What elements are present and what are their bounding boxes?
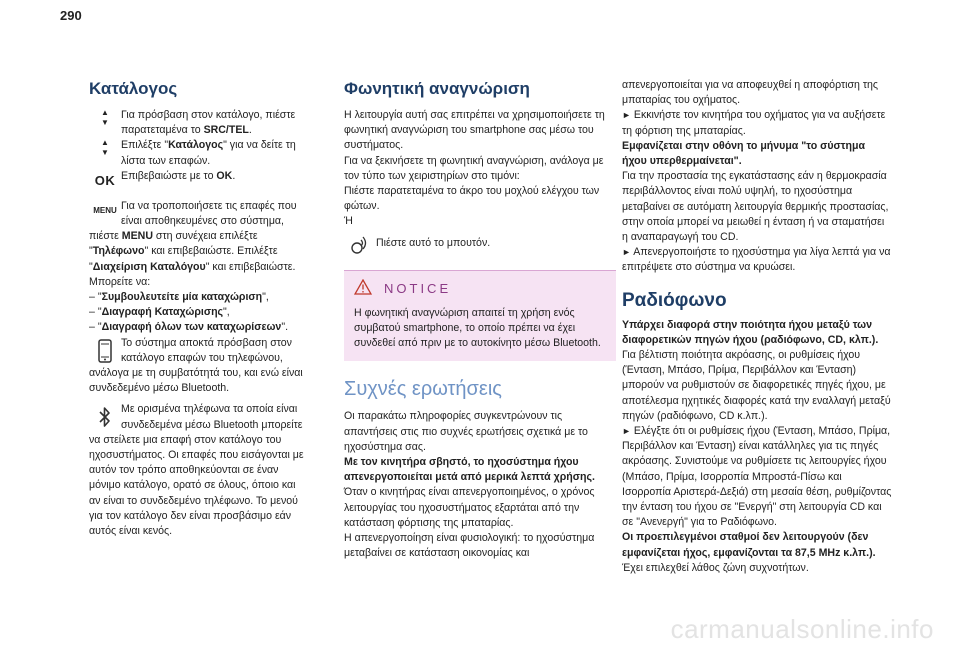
faq-answer: Όταν ο κινητήρας είναι απενεργοποιημένος, ο χρόνος λειτουργίας του ηχοσυστήματος εξαρτάται από την κατάσταση φόρτισης της μπαταρίας.: [344, 486, 595, 529]
faq-answer: Έχει επιλεχθεί λάθος ζώνη συχνοτήτων.: [622, 561, 809, 574]
ok-button-icon: OK: [94, 173, 116, 189]
arrow-right-icon: ►: [622, 110, 631, 121]
faq-bullet: ► Εκκινήστε τον κινητήρα του οχήματος για να αυξήσετε τη φόρτιση της μπαταρίας.: [622, 109, 886, 137]
can-do-text: Μπορείτε να:: [89, 275, 151, 288]
faq-question: Υπάρχει διαφορά στην ποιότητα ήχου μεταξύ των διαφορετικών πηγών ήχου (ραδιόφωνο, CD, κλπ.).: [622, 318, 879, 346]
list-item: – "Συμβουλευτείτε μία καταχώριση",: [89, 291, 269, 304]
voice-heading: Φωνητική αναγνώριση: [344, 79, 530, 98]
faq-answer: απενεργοποιείται για να αποφευχθεί η αποφόρτιση της μπαταρίας του οχήματος.: [622, 79, 879, 107]
faq-question: Οι προεπιλεγμένοι σταθμοί δεν λειτουργούν (δεν εμφανίζεται ήχος, εμφανίζονται τα 87,5 MHz κ.λπ.).: [622, 531, 876, 559]
warning-icon: [354, 279, 372, 298]
voice-column: [344, 78, 616, 561]
list-item: – "Διαγραφή όλων των καταχωρίσεων".: [89, 321, 289, 334]
catalog-heading: Κατάλογος: [89, 79, 178, 98]
voice-button-row: Πιέστε αυτό το μπουτόν.: [344, 232, 616, 258]
faq-heading: Συχνές ερωτήσεις: [344, 378, 502, 401]
up-down-arrows-icon: ▲ ▼: [101, 138, 109, 158]
voice-start-text: Για να ξεκινήσετε τη φωνητική αναγνώριση, ανάλογα με τον τύπο των χειριστηρίων στο τιμόνι:: [344, 154, 604, 182]
notice-text: Η φωνητική αναγνώριση απαιτεί τη χρήση ενός συμβατού smartphone, το οποίο πρέπει να έχει συνδεθεί από πριν με το αυτοκίνητο μέσω Bluetooth.: [354, 306, 601, 350]
faq-intro: Οι παρακάτω πληροφορίες συγκεντρώνουν τις απαντήσεις στις πιο συχνές ερωτήσεις σχετικά με το ηχοσύστημα σας.: [344, 410, 588, 453]
radio-heading: Ραδιόφωνο: [622, 289, 727, 311]
arrow-right-icon: ►: [622, 247, 631, 258]
notice-title: NOTICE: [384, 280, 452, 296]
bluetooth-paragraph: Με ορισμένα τηλέφωνα τα οποία είναι συνδεδεμένα μέσω Bluetooth μπορείτε να στείλετε μια επαφή στον κατάλογο του ηχοσυστήματος. Οι επαφές που εισάγονται με αυτόν τον τρόπο αποθηκεύονται σε έναν μόνιμο κατάλογο, ορατό σε όλους, όποιο και αν είναι το συνδεδεμένο τηλέφωνο. Το μενού για τον κατάλογο δεν είναι προσβάσιμο εάν αυτός είναι κενός.: [89, 403, 304, 538]
phone-sync-paragraph: Το σύστημα αποκτά πρόσβαση στον κατάλογο επαφών του τηλεφώνου, ανάλογα με τη συμβατότητά του, και ενώ είναι συνδεδεμένο μέσω Bluetooth.: [89, 336, 303, 395]
voice-lever-text: Πιέστε παρατεταμένα το άκρο του μοχλού ελέγχου των φώτων.: [344, 185, 600, 213]
catalog-edit-paragraph: MENU Για να τροποποιήσετε τις επαφές που είναι αποθηκευμένες στο σύστημα, πιέστε MENU στη συνέχεια επιλέξτε "Τηλέφωνο" και επιβεβαιώστε. Επιλέξτε "Διαχείριση Καταλόγου" και επιβεβαιώστε.: [89, 199, 297, 273]
page-number: 290: [60, 8, 82, 23]
watermark: carmanualsonline.info: [670, 614, 934, 644]
faq-question: Με τον κινητήρα σβηστό, το ηχοσύστημα ήχου απενεργοποιείται μετά από μερικά λεπτά χρήσης.: [344, 456, 595, 484]
list-item: – "Διαγραφή Καταχώρισης",: [89, 306, 230, 319]
faq-question: Εμφανίζεται στην οθόνη το μήνυμα "το σύστημα ήχου υπερθερμαίνεται".: [622, 139, 865, 168]
faq-column: [622, 78, 892, 576]
arrow-right-icon: ►: [622, 426, 631, 437]
option-list: [89, 290, 307, 336]
catalog-step-confirm: OK Επιβεβαιώστε με το OK.: [89, 169, 307, 193]
catalog-step-select: ▲ ▼ Επιλέξτε "Κατάλογος" για να δείτε τη λίστα των επαφών.: [89, 138, 307, 168]
catalog-step-access: ▲ ▼ Για πρόσβαση στον κατάλογο, πιέστε παρατεταμένα το SRC/TEL.: [89, 108, 307, 138]
faq-answer: Για βέλτιστη ποιότητα ακρόασης, οι ρυθμίσεις ήχου (Ένταση, Μπάσο, Πρίμα, Περιβάλλον και Ένταση) μπορούν να ρυθμιστούν σε διαφορετικές πηγές ήχου, με αποτέλεσμα ηχητικές διαφορές κατά την εναλλαγή μεταξύ πηγών (ραδιόφωνο, CD κ.λπ.).: [622, 349, 891, 422]
bluetooth-icon: [89, 402, 121, 432]
faq-answer: Η απενεργοποίηση είναι φυσιολογική: το ηχοσύστημα μεταβαίνει σε κατάσταση οικονομίας και: [344, 532, 595, 560]
faq-bullet: ► Ελέγξτε ότι οι ρυθμίσεις ήχου (Ένταση, Μπάσο, Πρίμα, Περιβάλλον και Ένταση) είναι κατάλληλες για τις πηγές ακρόασης. Συνιστούμε να ρυθμίσετε τις λειτουργίες ήχου (Μπάσο, Πρίμα, Ισορροπία Μπροστά-Πίσω και Ισορροπία Αριστερά-Δεξιά) στη μεσαία θέση, ρυθμίζοντας την ένταση του ήχου σε "Ενεργή" στη λειτουργία CD και σε "Ανενεργή" για το Ραδιόφωνο.: [622, 425, 892, 529]
catalog-column: [89, 78, 307, 539]
or-text: Ή: [344, 215, 353, 228]
voice-intro: Η λειτουργία αυτή σας επιτρέπει να χρησιμοποιήσετε τη φωνητική αναγνώριση του smartphone σας μέσω του συστήματος.: [344, 109, 605, 152]
faq-answer: Για την προστασία της εγκατάστασης εάν η θερμοκρασία περιβάλλοντος είναι πολύ υψηλή, το ηχοσύστημα μεταβαίνει σε αυτόματη λειτουργία θερμικής προστασίας, στην οποία μπορεί να μειωθεί η ένταση ή να σταματήσει η αναπαραγωγή του CD.: [622, 170, 889, 244]
faq-bullet: ► Απενεργοποιήστε το ηχοσύστημα για λίγα λεπτά για να επιτρέψετε στο σύστημα να κρυώσει.: [622, 246, 891, 274]
menu-button-icon: MENU: [93, 206, 117, 216]
voice-command-icon: [344, 232, 376, 258]
up-down-arrows-icon: ▲ ▼: [101, 108, 109, 127]
phone-icon: [89, 336, 121, 366]
notice-box: [344, 270, 616, 362]
